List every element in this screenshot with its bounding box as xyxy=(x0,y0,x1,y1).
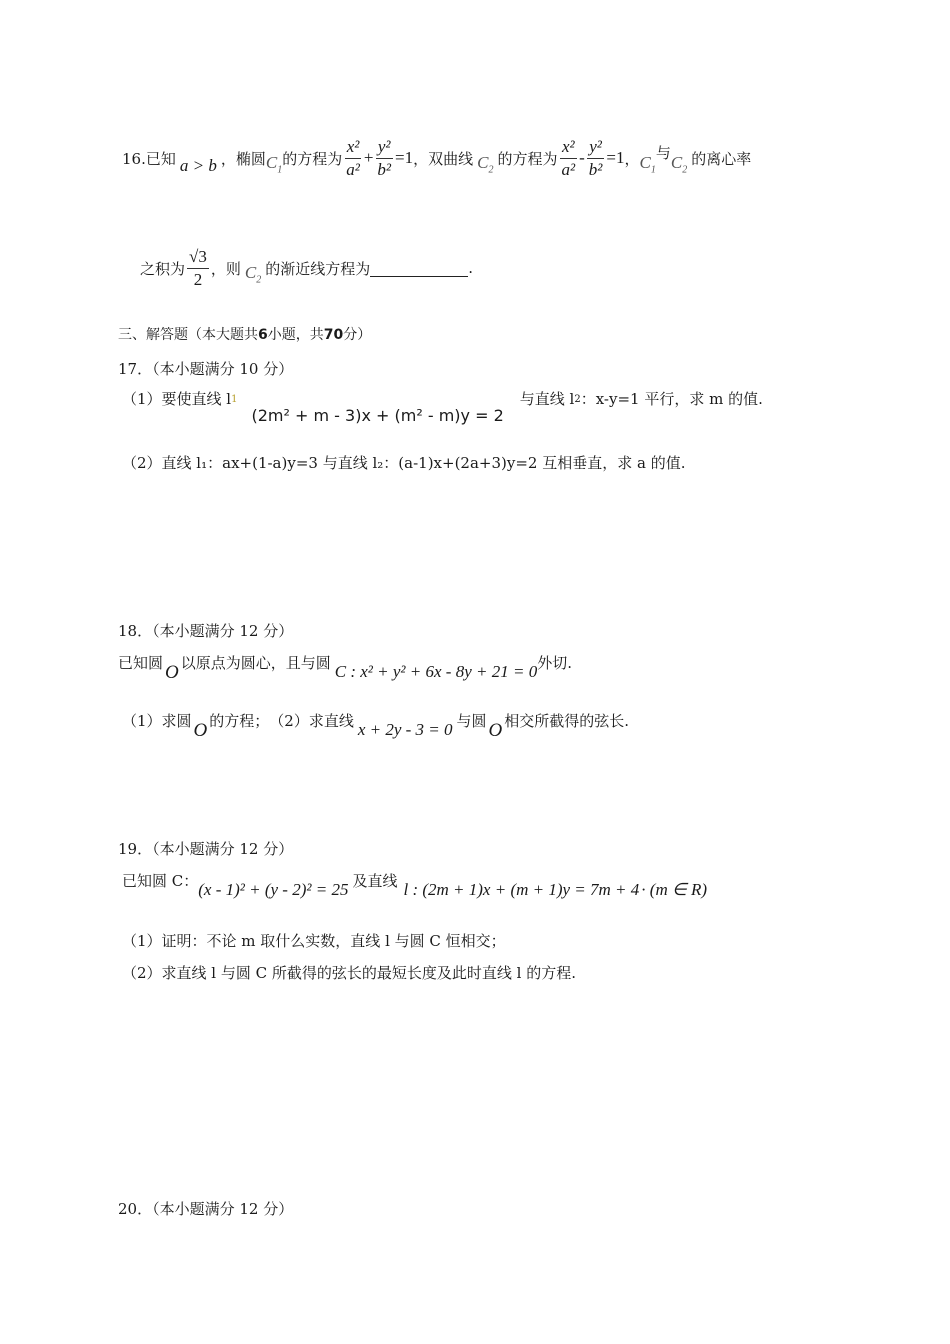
q16-text: . xyxy=(468,259,474,277)
q17-part2: （2）直线 l₁：ax+(1-a)y=3 与直线 l₂：(a-1)x+(2a+3)y=2 互相垂直，求 a 的值. xyxy=(122,454,686,472)
circle-O: O xyxy=(165,662,179,683)
q18-text: （1）求圆 xyxy=(122,712,192,730)
q19-line1 xyxy=(122,870,707,904)
q16-c2-c: $C_2$ xyxy=(244,262,262,286)
q17-text: 与直线 l xyxy=(519,390,575,408)
circle-O: O xyxy=(193,720,208,741)
q16-c2-b: $C_2$ xyxy=(670,152,688,176)
q16-fraction-x-a: $\frac{\text{x²}}{\text{a²}}$ xyxy=(346,136,360,179)
q16-text: ，则 xyxy=(210,259,241,278)
q17-part1 xyxy=(122,388,763,428)
q20-heading: 20．（本小题满分 12 分） xyxy=(118,1200,294,1218)
q18-line2 xyxy=(122,710,629,744)
q16-text: ，双曲线 xyxy=(413,149,474,168)
q18-text: 已知圆 xyxy=(118,654,164,672)
q19-line-equation: l : (2m + 1)x + (m + 1)y = 7m + 4 xyxy=(403,880,640,899)
q16-line2 xyxy=(140,238,473,298)
q19-text: 及直线 xyxy=(352,872,398,890)
q19-text: 已知圆 C： xyxy=(122,872,199,890)
q16-c2: $C_2$ xyxy=(477,152,494,176)
q17-text: （1）要使直线 l xyxy=(122,390,232,408)
q18-line1 xyxy=(118,652,572,686)
q16-eq-one-2: =1 xyxy=(606,148,625,167)
q18-text: 相交所截得的弦长. xyxy=(504,712,630,730)
q16-text: 与 xyxy=(655,143,671,162)
q16-fraction-sqrt3-2: $\frac{√3}{2}$ xyxy=(189,246,207,289)
q18-text: 与圆 xyxy=(456,712,487,730)
q16-condition: a > b xyxy=(179,156,217,175)
q16-number: 16.已知 xyxy=(122,149,176,168)
q16-c1: $C_1$ xyxy=(265,152,283,176)
q18-text: 以原点为圆心，且与圆 xyxy=(180,654,331,672)
q16-plus: + xyxy=(363,148,374,167)
q18-text: 外切. xyxy=(537,654,572,672)
q19-part1: （1）证明：不论 m 取什么实数，直线 l 与圆 C 恒相交； xyxy=(122,932,506,950)
q16-fraction-y-b: $\frac{\text{y²}}{\text{b²}}$ xyxy=(377,136,392,179)
q17-heading: 17．（本小题满分 10 分） xyxy=(118,360,294,378)
q19-part2: （2）求直线 l 与圆 C 所截得的弦长的最短长度及此时直线 l 的方程. xyxy=(122,964,576,982)
q19-circle-equation: (x - 1)² + (y - 2)² = 25 xyxy=(198,880,349,899)
q16-minus: - xyxy=(579,148,585,167)
q18-circle-equation: C : x² + y² + 6x - 8y + 21 = 0 xyxy=(334,662,538,681)
q16-text: 的方程为 xyxy=(497,149,558,168)
q16-text: ，椭圆 xyxy=(220,149,266,168)
section-3-heading: 三、解答题（本大题共6小题，共70分） xyxy=(118,327,372,343)
q17-sub: 1 xyxy=(231,394,238,405)
q19-domain: · (m ∈ R) xyxy=(641,880,708,899)
q16-c1-b: $C_1$ xyxy=(639,152,656,176)
q16-fraction-x-a-2: $\frac{\text{x²}}{\text{a²}}$ xyxy=(561,136,576,179)
q18-line-equation: x + 2y - 3 = 0 xyxy=(357,720,453,739)
q17-text: ：x-y=1 平行，求 m 的值. xyxy=(580,390,763,408)
q16-eq-one: =1 xyxy=(395,148,414,167)
q16-line1 xyxy=(122,128,751,188)
q17-equation: (2m² + m - 3)x + (m² - m)y = 2 xyxy=(251,406,504,425)
q16-text: ， xyxy=(624,149,640,168)
q16-fraction-y-b-2: $\frac{\text{y²}}{\text{b²}}$ xyxy=(588,136,603,179)
q18-text: 的方程； （2）求直线 xyxy=(209,712,354,730)
q19-heading: 19．（本小题满分 12 分） xyxy=(118,840,294,858)
q16-text: 的渐近线方程为 xyxy=(265,259,371,278)
q16-text: 的离心率 xyxy=(691,149,752,168)
q16-text: 的方程为 xyxy=(282,149,343,168)
q16-text: 之积为 xyxy=(140,259,186,278)
circle-O: O xyxy=(488,720,503,741)
q18-heading: 18．（本小题满分 12 分） xyxy=(118,622,294,640)
answer-blank[interactable] xyxy=(370,260,468,277)
q17-sub: 2 xyxy=(574,394,581,405)
